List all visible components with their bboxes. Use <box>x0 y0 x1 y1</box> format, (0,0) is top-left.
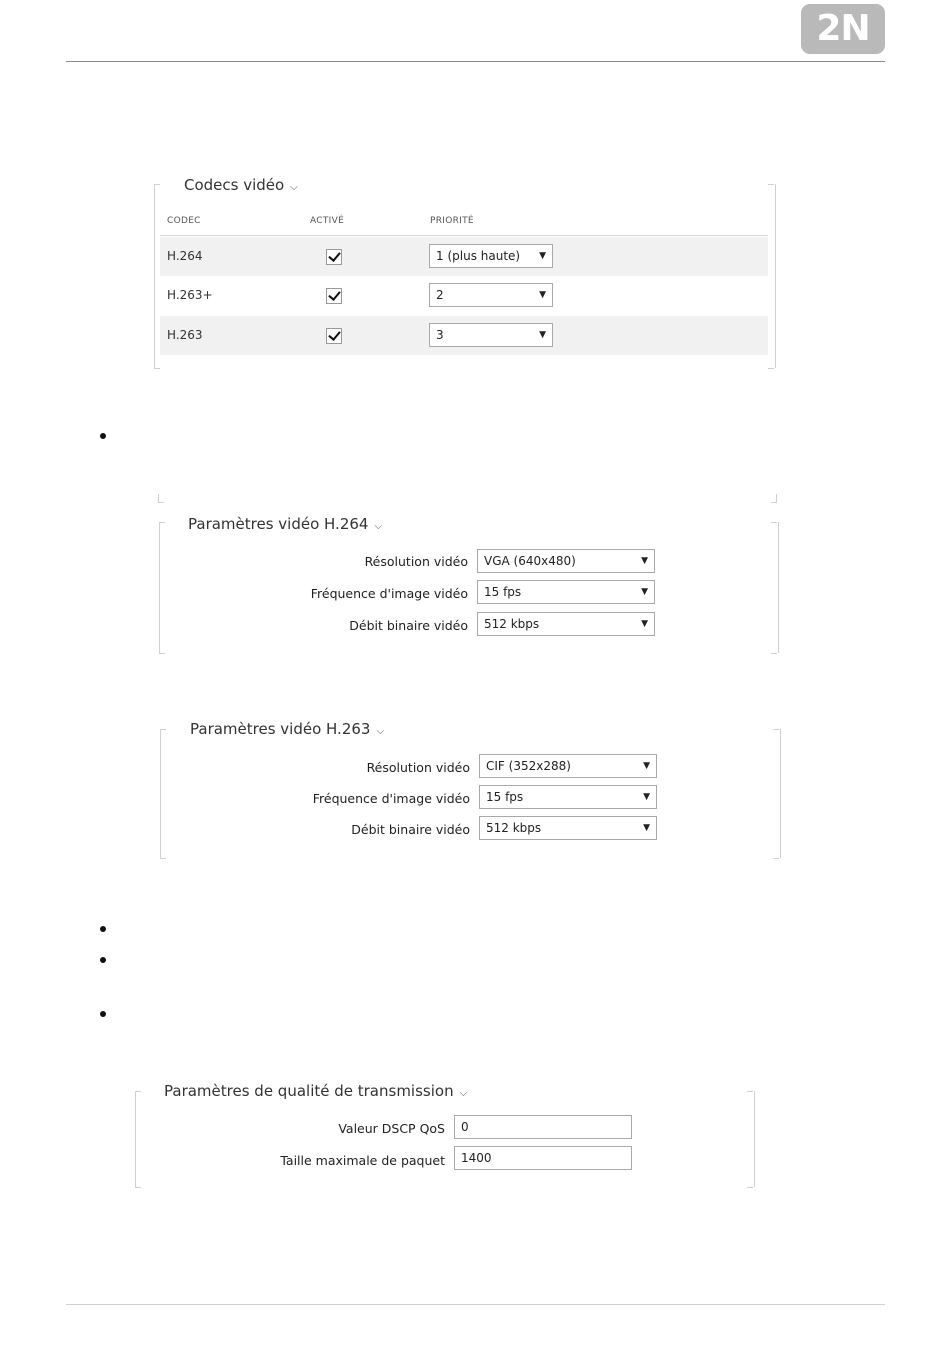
panel-corner <box>773 858 779 859</box>
qos-panel <box>135 1091 755 1187</box>
triangle-down-icon: ▼ <box>641 587 648 597</box>
list-bullet <box>100 433 106 439</box>
panel-edge <box>776 494 777 502</box>
column-header-codec: CODEC <box>167 216 201 226</box>
priority-value: 1 (plus haute) <box>436 249 521 263</box>
brand-logo-text: 2N <box>816 8 870 49</box>
h263-panel <box>160 729 781 858</box>
enabled-checkbox[interactable] <box>326 249 342 265</box>
triangle-down-icon: ▼ <box>643 823 650 833</box>
h264-framerate-select[interactable] <box>477 580 655 604</box>
panel-corner <box>135 1091 141 1092</box>
list-bullet <box>100 957 106 963</box>
chevron-down-icon: ⌵ <box>290 182 298 193</box>
codecs-title-text: Codecs vidéo <box>184 176 285 194</box>
triangle-down-icon: ▼ <box>643 792 650 802</box>
triangle-down-icon: ▼ <box>539 290 546 300</box>
h263-framerate-value: 15 fps <box>486 790 524 804</box>
packet-size-input[interactable]: 1400 <box>454 1146 632 1170</box>
chevron-down-icon: ⌵ <box>459 1088 468 1099</box>
footer-divider <box>66 1304 885 1305</box>
h263-panel-title[interactable] <box>190 720 384 738</box>
panel-corner <box>773 729 779 730</box>
h264-title-text: Paramètres vidéo H.264 <box>188 515 369 533</box>
table-row <box>160 276 768 315</box>
panel-corner <box>771 653 777 654</box>
priority-select[interactable] <box>429 244 553 268</box>
panel-corner <box>154 184 160 185</box>
h264-resolution-value: VGA (640x480) <box>484 554 576 568</box>
panel-corner <box>768 184 774 185</box>
h263-resolution-select[interactable] <box>479 754 657 778</box>
packet-size-label: Taille maximale de paquet <box>280 1153 445 1168</box>
panel-corner <box>154 368 160 369</box>
h264-bitrate-value: 512 kbps <box>484 617 540 631</box>
h264-resolution-select[interactable] <box>477 549 655 573</box>
list-bullet <box>100 926 106 932</box>
panel-corner <box>159 522 165 523</box>
h263-bitrate-label: Débit binaire vidéo <box>351 822 470 837</box>
table-row <box>160 316 768 355</box>
priority-value: 2 <box>436 288 444 302</box>
codecs-panel-title[interactable] <box>184 176 298 194</box>
h263-bitrate-select[interactable] <box>479 816 657 840</box>
priority-select[interactable] <box>429 323 553 347</box>
codec-name: H.264 <box>167 249 203 263</box>
h263-resolution-label: Résolution vidéo <box>366 760 470 775</box>
panel-corner <box>747 1187 753 1188</box>
chevron-down-icon: ⌵ <box>376 726 385 737</box>
h264-bitrate-label: Débit binaire vidéo <box>349 618 468 633</box>
triangle-down-icon: ▼ <box>643 761 650 771</box>
codec-name: H.263+ <box>167 288 213 302</box>
panel-corner <box>160 858 166 859</box>
panel-corner <box>159 653 165 654</box>
h263-title-text: Paramètres vidéo H.263 <box>190 720 371 738</box>
panel-corner <box>135 1187 141 1188</box>
table-row <box>160 237 768 276</box>
table-header-divider <box>160 235 768 236</box>
triangle-down-icon: ▼ <box>641 556 648 566</box>
h263-resolution-value: CIF (352x288) <box>486 759 571 773</box>
panel-corner <box>747 1091 753 1092</box>
priority-select[interactable] <box>429 283 553 307</box>
qos-panel-title[interactable] <box>164 1082 467 1100</box>
panel-corner <box>768 368 774 369</box>
dscp-input[interactable]: 0 <box>454 1115 632 1139</box>
h264-resolution-label: Résolution vidéo <box>364 554 468 569</box>
header-divider <box>66 61 885 62</box>
h264-panel <box>159 522 779 653</box>
h264-framerate-label: Fréquence d'image vidéo <box>310 586 468 601</box>
h263-bitrate-value: 512 kbps <box>486 821 542 835</box>
triangle-down-icon: ▼ <box>539 330 546 340</box>
column-header-priority: PRIORITÉ <box>430 216 474 226</box>
brand-logo <box>801 4 885 54</box>
panel-edge <box>771 502 777 503</box>
qos-title-text: Paramètres de qualité de transmission <box>164 1082 454 1100</box>
h263-framerate-label: Fréquence d'image vidéo <box>312 791 470 806</box>
h264-framerate-value: 15 fps <box>484 585 522 599</box>
priority-value: 3 <box>436 328 444 342</box>
h264-panel-title[interactable] <box>188 515 382 533</box>
enabled-checkbox[interactable] <box>326 328 342 344</box>
enabled-checkbox[interactable] <box>326 288 342 304</box>
panel-edge <box>158 502 164 503</box>
column-header-enabled: ACTIVÉ <box>310 216 345 226</box>
chevron-down-icon: ⌵ <box>374 521 383 532</box>
triangle-down-icon: ▼ <box>641 619 648 629</box>
dscp-label: Valeur DSCP QoS <box>338 1121 445 1136</box>
h264-bitrate-select[interactable] <box>477 612 655 636</box>
panel-edge <box>158 494 159 502</box>
panel-corner <box>771 522 777 523</box>
codec-name: H.263 <box>167 328 203 342</box>
h263-framerate-select[interactable] <box>479 785 657 809</box>
list-bullet <box>100 1011 106 1017</box>
panel-corner <box>160 729 166 730</box>
triangle-down-icon: ▼ <box>539 251 546 261</box>
